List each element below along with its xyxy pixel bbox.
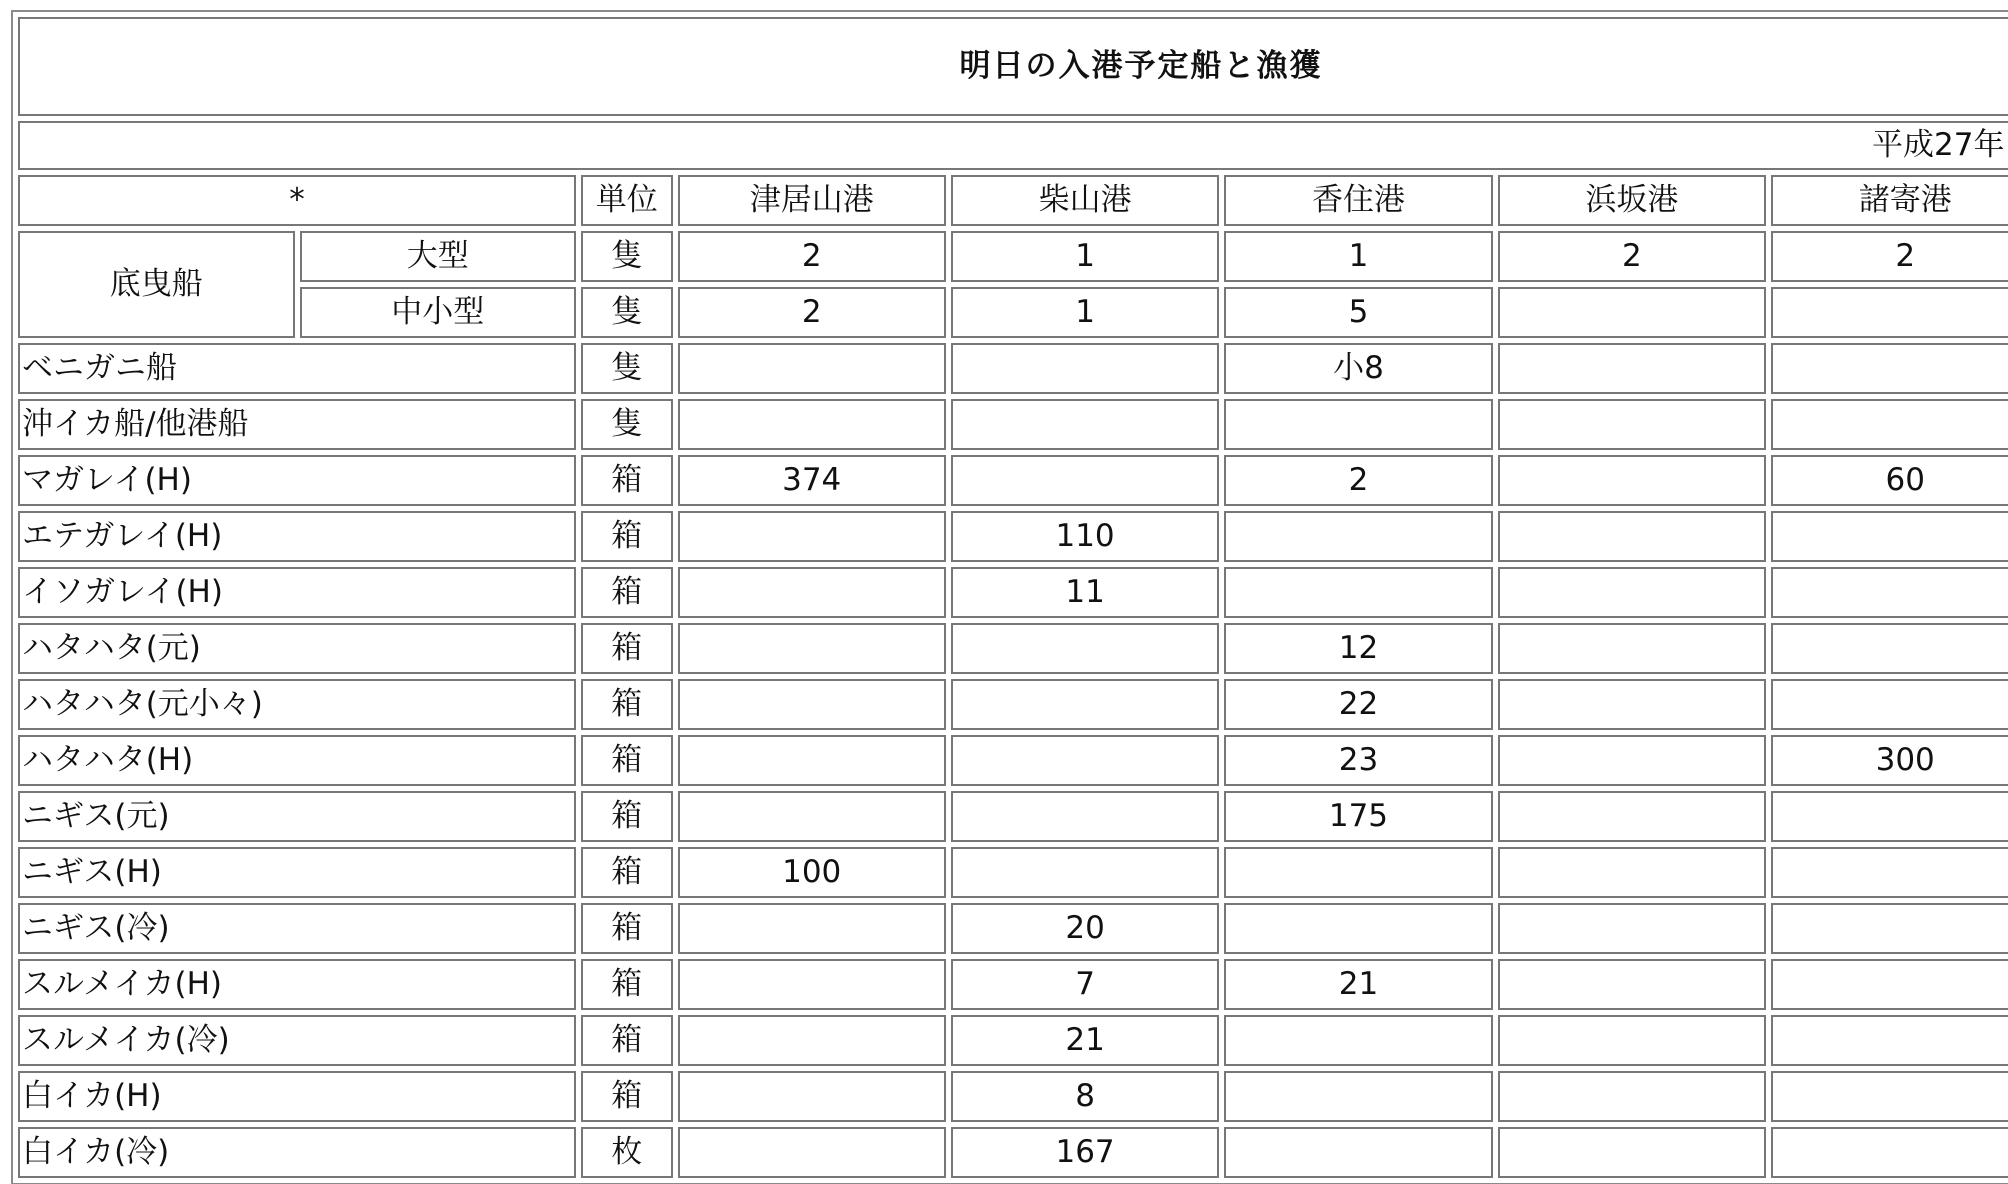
unit-cell: 箱 bbox=[581, 455, 672, 506]
value-cell bbox=[1771, 511, 2008, 562]
table-row bbox=[18, 455, 2008, 506]
value-cell bbox=[678, 567, 946, 618]
value-cell: 2 bbox=[1771, 231, 2008, 282]
value-cell bbox=[951, 455, 1219, 506]
value-cell bbox=[1498, 959, 1766, 1010]
header-row bbox=[18, 175, 2008, 226]
table-row bbox=[18, 231, 2008, 282]
header-port: 香住港 bbox=[1224, 175, 1492, 226]
table-row bbox=[18, 959, 2008, 1010]
table-row bbox=[18, 903, 2008, 954]
value-cell bbox=[1224, 903, 1492, 954]
date-label: 平成27年 bbox=[18, 121, 2008, 170]
value-cell bbox=[1498, 1015, 1766, 1066]
value-cell: 21 bbox=[951, 1015, 1219, 1066]
table-row bbox=[18, 399, 2008, 450]
table-row bbox=[18, 1071, 2008, 1122]
value-cell bbox=[1498, 567, 1766, 618]
value-cell bbox=[678, 343, 946, 394]
unit-cell: 箱 bbox=[581, 1071, 672, 1122]
value-cell bbox=[1771, 959, 2008, 1010]
value-cell bbox=[951, 343, 1219, 394]
value-cell bbox=[1224, 1127, 1492, 1178]
value-cell bbox=[678, 511, 946, 562]
value-cell bbox=[1498, 679, 1766, 730]
value-cell bbox=[1498, 399, 1766, 450]
header-port: 諸寄港 bbox=[1771, 175, 2008, 226]
value-cell: 1 bbox=[1224, 231, 1492, 282]
value-cell bbox=[678, 623, 946, 674]
unit-cell: 隻 bbox=[581, 287, 672, 338]
value-cell bbox=[1771, 791, 2008, 842]
table-row bbox=[18, 735, 2008, 786]
value-cell bbox=[1771, 567, 2008, 618]
value-cell: 11 bbox=[951, 567, 1219, 618]
value-cell bbox=[678, 1071, 946, 1122]
value-cell: 1 bbox=[951, 287, 1219, 338]
value-cell: 300 bbox=[1771, 735, 2008, 786]
value-cell bbox=[1498, 511, 1766, 562]
unit-cell: 枚 bbox=[581, 1127, 672, 1178]
table-row bbox=[18, 567, 2008, 618]
value-cell bbox=[1771, 1071, 2008, 1122]
unit-cell: 箱 bbox=[581, 903, 672, 954]
table-row bbox=[18, 1127, 2008, 1178]
page-title: 明日の入港予定船と漁獲 bbox=[18, 17, 2008, 116]
unit-cell: 箱 bbox=[581, 847, 672, 898]
value-cell bbox=[951, 791, 1219, 842]
value-cell bbox=[1224, 511, 1492, 562]
table-row bbox=[18, 287, 2008, 338]
value-cell: 167 bbox=[951, 1127, 1219, 1178]
item-name: ハタハタ(元小々) bbox=[18, 679, 576, 730]
item-name: イソガレイ(H) bbox=[18, 567, 576, 618]
value-cell: 22 bbox=[1224, 679, 1492, 730]
trawl-label: 底曳船 bbox=[18, 231, 295, 338]
item-name: スルメイカ(H) bbox=[18, 959, 576, 1010]
item-name: エテガレイ(H) bbox=[18, 511, 576, 562]
value-cell: 2 bbox=[1224, 455, 1492, 506]
table-row bbox=[18, 511, 2008, 562]
item-name: ハタハタ(元) bbox=[18, 623, 576, 674]
unit-cell: 箱 bbox=[581, 511, 672, 562]
value-cell bbox=[1771, 903, 2008, 954]
value-cell bbox=[678, 735, 946, 786]
value-cell: 100 bbox=[678, 847, 946, 898]
item-name: ニギス(冷) bbox=[18, 903, 576, 954]
value-cell bbox=[678, 959, 946, 1010]
table-row bbox=[18, 791, 2008, 842]
value-cell bbox=[1498, 847, 1766, 898]
value-cell: 60 bbox=[1771, 455, 2008, 506]
value-cell: 2 bbox=[678, 287, 946, 338]
header-unit: 単位 bbox=[581, 175, 672, 226]
value-cell: 7 bbox=[951, 959, 1219, 1010]
value-cell bbox=[951, 399, 1219, 450]
value-cell bbox=[678, 791, 946, 842]
value-cell bbox=[1771, 1015, 2008, 1066]
value-cell bbox=[678, 903, 946, 954]
value-cell bbox=[678, 679, 946, 730]
value-cell: 175 bbox=[1224, 791, 1492, 842]
value-cell bbox=[1498, 735, 1766, 786]
value-cell bbox=[678, 1015, 946, 1066]
value-cell bbox=[1498, 1071, 1766, 1122]
value-cell: 374 bbox=[678, 455, 946, 506]
value-cell: 小8 bbox=[1224, 343, 1492, 394]
value-cell bbox=[1224, 1071, 1492, 1122]
value-cell bbox=[1771, 1127, 2008, 1178]
vessel-type: 中小型 bbox=[300, 287, 577, 338]
value-cell bbox=[951, 623, 1219, 674]
table-row bbox=[18, 623, 2008, 674]
value-cell bbox=[1498, 455, 1766, 506]
value-cell: 1 bbox=[951, 231, 1219, 282]
header-asterisk: * bbox=[18, 175, 576, 226]
value-cell: 21 bbox=[1224, 959, 1492, 1010]
vessel-type: 大型 bbox=[300, 231, 577, 282]
item-name: 沖イカ船/他港船 bbox=[18, 399, 576, 450]
item-name: 白イカ(H) bbox=[18, 1071, 576, 1122]
item-name: ニギス(H) bbox=[18, 847, 576, 898]
value-cell: 23 bbox=[1224, 735, 1492, 786]
table-row bbox=[18, 847, 2008, 898]
header-port: 浜坂港 bbox=[1498, 175, 1766, 226]
unit-cell: 箱 bbox=[581, 567, 672, 618]
value-cell bbox=[1771, 287, 2008, 338]
value-cell: 5 bbox=[1224, 287, 1492, 338]
value-cell bbox=[1224, 1015, 1492, 1066]
unit-cell: 箱 bbox=[581, 791, 672, 842]
unit-cell: 箱 bbox=[581, 623, 672, 674]
unit-cell: 箱 bbox=[581, 959, 672, 1010]
header-port: 津居山港 bbox=[678, 175, 946, 226]
value-cell bbox=[678, 1127, 946, 1178]
value-cell: 2 bbox=[1498, 231, 1766, 282]
value-cell: 2 bbox=[678, 231, 946, 282]
value-cell bbox=[951, 847, 1219, 898]
value-cell bbox=[1498, 343, 1766, 394]
catch-table bbox=[11, 10, 2008, 1184]
unit-cell: 箱 bbox=[581, 1015, 672, 1066]
item-name: ニギス(元) bbox=[18, 791, 576, 842]
value-cell bbox=[1498, 1127, 1766, 1178]
item-name: スルメイカ(冷) bbox=[18, 1015, 576, 1066]
unit-cell: 隻 bbox=[581, 399, 672, 450]
value-cell: 110 bbox=[951, 511, 1219, 562]
page-viewport bbox=[11, 10, 2008, 1184]
value-cell bbox=[1498, 903, 1766, 954]
value-cell bbox=[1771, 623, 2008, 674]
item-name: 白イカ(冷) bbox=[18, 1127, 576, 1178]
value-cell bbox=[1224, 399, 1492, 450]
value-cell bbox=[1771, 343, 2008, 394]
value-cell bbox=[951, 679, 1219, 730]
value-cell bbox=[1224, 567, 1492, 618]
value-cell: 20 bbox=[951, 903, 1219, 954]
table-row bbox=[18, 679, 2008, 730]
item-name: ベニガニ船 bbox=[18, 343, 576, 394]
value-cell bbox=[1771, 679, 2008, 730]
value-cell bbox=[1771, 847, 2008, 898]
unit-cell: 箱 bbox=[581, 735, 672, 786]
header-port: 柴山港 bbox=[951, 175, 1219, 226]
value-cell: 8 bbox=[951, 1071, 1219, 1122]
item-name: マガレイ(H) bbox=[18, 455, 576, 506]
item-name: ハタハタ(H) bbox=[18, 735, 576, 786]
value-cell bbox=[1498, 791, 1766, 842]
value-cell bbox=[1771, 399, 2008, 450]
value-cell bbox=[951, 735, 1219, 786]
value-cell bbox=[1498, 623, 1766, 674]
value-cell bbox=[1224, 847, 1492, 898]
table-row bbox=[18, 343, 2008, 394]
value-cell: 12 bbox=[1224, 623, 1492, 674]
unit-cell: 隻 bbox=[581, 231, 672, 282]
table-row bbox=[18, 1015, 2008, 1066]
value-cell bbox=[1498, 287, 1766, 338]
unit-cell: 隻 bbox=[581, 343, 672, 394]
value-cell bbox=[678, 399, 946, 450]
unit-cell: 箱 bbox=[581, 679, 672, 730]
